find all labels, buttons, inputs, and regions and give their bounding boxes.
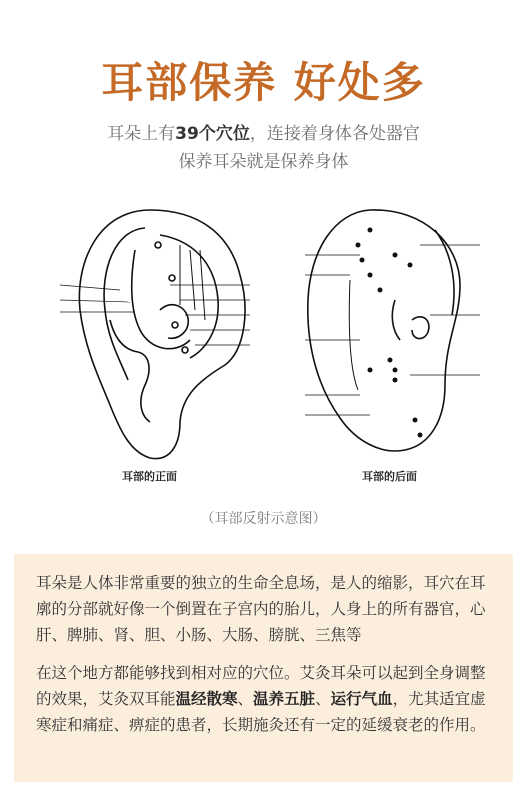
paragraph-1: 耳朵是人体非常重要的独立的生命全息场，是人的缩影，耳穴在耳廓的分部就好像一个倒置在子宫内的胎儿，人身上的所有器官，心肝、脾肺、肾、胆、小肠、大肠、膀胱、三焦等 — [36, 574, 486, 644]
highlight-1: 温经散寒 — [175, 690, 238, 708]
ear-diagram-svg — [40, 190, 490, 490]
ear-reflex-diagram — [40, 190, 490, 490]
subtitle-line-2: 保养耳朵就是保养身体 — [178, 152, 349, 172]
subtitle-prefix: 耳朵上有 — [107, 124, 176, 144]
paragraph-2 — [36, 660, 495, 738]
subtitle-line-1 — [0, 120, 527, 148]
paragraph-2-text-a: 在这个地方都能够找到相对应的穴位。艾灸耳朵可以起到全身调整的效果，艾灸双耳能 — [36, 664, 486, 708]
sep-1: 、 — [237, 690, 254, 708]
subtitle-highlight: 39个穴位 — [175, 124, 250, 144]
diagram-caption: （耳部反射示意图） — [200, 511, 327, 527]
back-ear-label: 耳部的后面 — [362, 470, 417, 483]
page-title: 耳部保养 好处多 — [101, 58, 426, 107]
front-ear-leaders — [60, 285, 250, 345]
subtitle — [0, 120, 527, 176]
highlight-3: 运行气血 — [330, 690, 393, 708]
highlight-2: 温养五脏 — [253, 690, 316, 708]
description-panel — [14, 554, 513, 782]
sep-2: 、 — [315, 690, 331, 708]
paragraph-2-text-c: ，尤其适宜虚寒症和痛症、痹症的患者，长期施灸还有一定的延缓衰老的作用。 — [36, 690, 486, 734]
front-ear-label: 耳部的正面 — [122, 470, 177, 483]
subtitle-suffix: ，连接着身体各处器官 — [249, 124, 420, 144]
front-ear — [79, 210, 245, 459]
back-ear-leaders — [305, 245, 480, 415]
